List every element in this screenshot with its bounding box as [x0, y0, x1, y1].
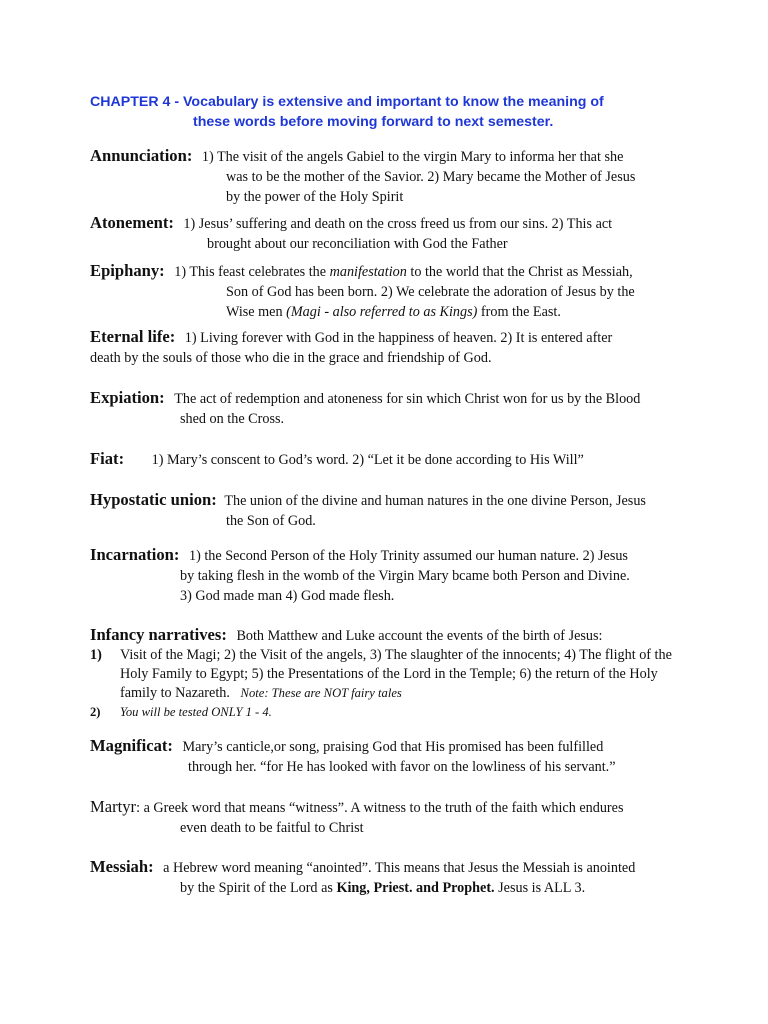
- entry-atonement: [90, 213, 690, 254]
- term-expiation: Expiation:: [90, 388, 165, 407]
- definition-line: 1) Living forever with God in the happiness of heaven. 2) It is entered after: [184, 330, 613, 346]
- entry-incarnation: [90, 545, 690, 606]
- definition-line: death by the souls of those who die in the grace and friendship of God.: [90, 350, 492, 366]
- heading-line-1: CHAPTER 4 - Vocabulary is extensive and important to know the meaning of: [90, 94, 604, 110]
- definition-line-start: 1) This feast celebrates the: [174, 264, 330, 280]
- definition-line: Son of God has been born. 2) We celebrate the adoration of Jesus by the: [226, 284, 635, 300]
- definition-line: Mary’s canticle,or song, praising God that His promised has been fulfilled: [182, 739, 604, 755]
- heading-line-2: these words before moving forward to next semester.: [193, 114, 554, 130]
- definition-line-end: to the world that the Christ as Messiah,: [406, 264, 633, 280]
- term-hypostatic-union: Hypostatic union:: [90, 490, 217, 509]
- term-martyr: Martyr: [90, 797, 137, 816]
- definition-line-start: Wise men: [226, 304, 287, 320]
- definition-line: shed on the Cross.: [180, 411, 285, 427]
- definition-line: The union of the divine and human natures in the one divine Person, Jesus: [224, 493, 646, 509]
- term-epiphany: Epiphany:: [90, 261, 165, 280]
- definition-line: The act of redemption and atoneness for sin which Christ won for us by the Blood: [174, 391, 641, 407]
- entry-expiation: [90, 388, 690, 429]
- definition-line: 1) the Second Person of the Holy Trinity assumed our human nature. 2) Jesus: [188, 548, 628, 564]
- term-atonement: Atonement:: [90, 213, 174, 232]
- list-note: Note: These are NOT fairy tales: [240, 686, 402, 700]
- list-text: You will be tested ONLY 1 - 4.: [120, 705, 272, 719]
- list-number: 1): [90, 647, 102, 663]
- entry-hypostatic-union: [90, 490, 690, 531]
- chapter-heading: [90, 92, 700, 132]
- definition-line-start: by the Spirit of the Lord as: [180, 880, 337, 896]
- entry-eternal-life: [90, 327, 690, 368]
- entry-epiphany: [90, 261, 690, 322]
- definition-line: was to be the mother of the Savior. 2) Mary became the Mother of Jesus: [226, 169, 636, 185]
- term-annunciation: Annunciation:: [90, 146, 193, 165]
- definition-line: 1) Jesus’ suffering and death on the cross freed us from our sins. 2) This act: [183, 216, 613, 232]
- entry-martyr: [90, 797, 690, 838]
- definition-emphasis: (Magi - also referred to as Kings): [286, 304, 478, 320]
- definition-bold: King, Priest. and Prophet.: [336, 880, 495, 896]
- list-number: 2): [90, 705, 101, 719]
- term-incarnation: Incarnation:: [90, 545, 180, 564]
- definition-line: even death to be faitful to Christ: [180, 820, 364, 836]
- term-eternal-life: Eternal life:: [90, 327, 176, 346]
- list-item: [90, 646, 690, 703]
- term-infancy-narratives: Infancy narratives:: [90, 625, 227, 644]
- definition-line: 1) The visit of the angels Gabiel to the virgin Mary to informa her that she: [201, 149, 624, 165]
- definition-line: by the power of the Holy Spirit: [226, 189, 404, 205]
- definition-line: : a Greek word that means “witness”. A witness to the truth of the faith which endures: [136, 800, 624, 816]
- definition-line: brought about our reconciliation with God the Father: [207, 236, 508, 252]
- entry-messiah: [90, 857, 690, 898]
- entry-infancy-narratives: [90, 625, 690, 646]
- term-messiah: Messiah:: [90, 857, 154, 876]
- definition-line: a Hebrew word meaning “anointed”. This means that Jesus the Messiah is anointed: [163, 860, 636, 876]
- term-fiat: Fiat:: [90, 449, 125, 468]
- definition-line: Both Matthew and Luke account the events of the birth of Jesus:: [236, 628, 603, 644]
- definition-line: by taking flesh in the womb of the Virgin Mary bcame both Person and Divine.: [180, 568, 630, 584]
- definition-line-end: Jesus is ALL 3.: [494, 880, 586, 896]
- definition-line: the Son of God.: [226, 513, 316, 529]
- definition-line: 1) Mary’s conscent to God’s word. 2) “Let it be done according to His Will”: [151, 452, 584, 468]
- list-text: Visit of the Magi; 2) the Visit of the angels, 3) The slaughter of the innocents; 4) The flight of the Holy Family to Egypt; 5) the Presentations of the Lord in the Temple; 6) the return of the Holy family to Nazareth.: [120, 647, 672, 701]
- entry-annunciation: [90, 146, 690, 207]
- entry-fiat: [90, 449, 690, 470]
- term-magnificat: Magnificat:: [90, 736, 173, 755]
- definition-line: 3) God made man 4) God made flesh.: [180, 588, 395, 604]
- definition-line: through her. “for He has looked with favor on the lowliness of his servant.”: [188, 759, 616, 775]
- definition-emphasis: manifestation: [329, 264, 407, 280]
- entry-magnificat: [90, 736, 690, 777]
- infancy-list: [90, 646, 690, 722]
- list-item: [90, 703, 690, 722]
- definition-line-end: from the East.: [477, 304, 561, 320]
